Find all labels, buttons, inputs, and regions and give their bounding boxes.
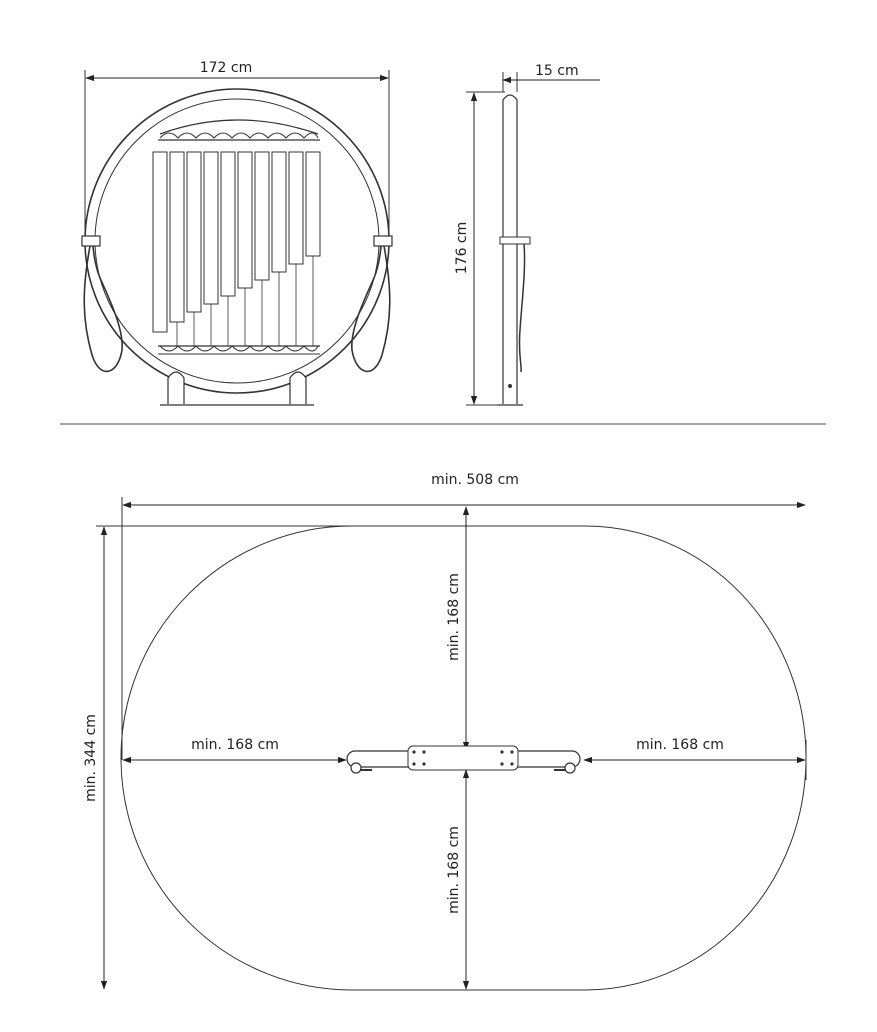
right-clamp [374,236,392,246]
lower-rail-scallops [160,346,318,351]
equipment-center-plate [408,746,518,770]
chime-bar-4 [204,152,218,304]
bolt-4 [422,762,425,765]
right-mallet-cord [352,246,390,371]
plan-left-clearance-label: min. 168 cm [191,737,279,753]
chime-bar-5 [221,152,235,296]
side-bolt [508,384,512,388]
xylophone-bars [153,152,320,332]
front-width-label: 172 cm [199,60,253,76]
side-depth-label: 15 cm [535,63,579,79]
plan-length-label: min. 508 cm [431,472,519,488]
chime-bar-7 [255,152,269,280]
ring-frame-outer [85,89,389,393]
side-view [454,63,600,405]
left-clamp [82,236,100,246]
left-foot [168,372,184,404]
bolt-8 [510,762,513,765]
plan-top-clearance-label: min. 168 cm [446,573,462,661]
plan-bottom-clearance-label: min. 168 cm [446,826,462,914]
plan-width-label: min. 344 cm [83,714,99,802]
chime-bar-6 [238,152,252,288]
side-clamp [500,237,530,244]
chime-bar-9 [289,152,303,264]
plan-view [83,472,806,990]
front-view [82,60,392,405]
chime-bar-2 [170,152,184,322]
right-foot [290,372,306,404]
side-mallet-cord [519,244,524,372]
left-end-cap [351,763,361,773]
chime-bar-8 [272,152,286,272]
chime-bar-1 [153,152,167,332]
upper-rail [160,120,318,134]
ring-frame-inner [95,99,379,383]
left-mallet-cord [84,246,122,371]
right-end-cap [565,763,575,773]
bolt-5 [500,750,503,753]
chime-bar-10 [306,152,320,256]
bolt-6 [500,762,503,765]
plan-right-clearance-label: min. 168 cm [636,737,724,753]
side-height-label: 176 cm [454,221,470,275]
bolt-1 [412,750,415,753]
side-frame-profile [503,95,517,404]
bolt-7 [510,750,513,753]
chime-bar-3 [187,152,201,312]
bolt-3 [422,750,425,753]
bolt-2 [412,762,415,765]
upper-rail-scallops [160,133,318,138]
equipment-top-view [347,746,580,773]
